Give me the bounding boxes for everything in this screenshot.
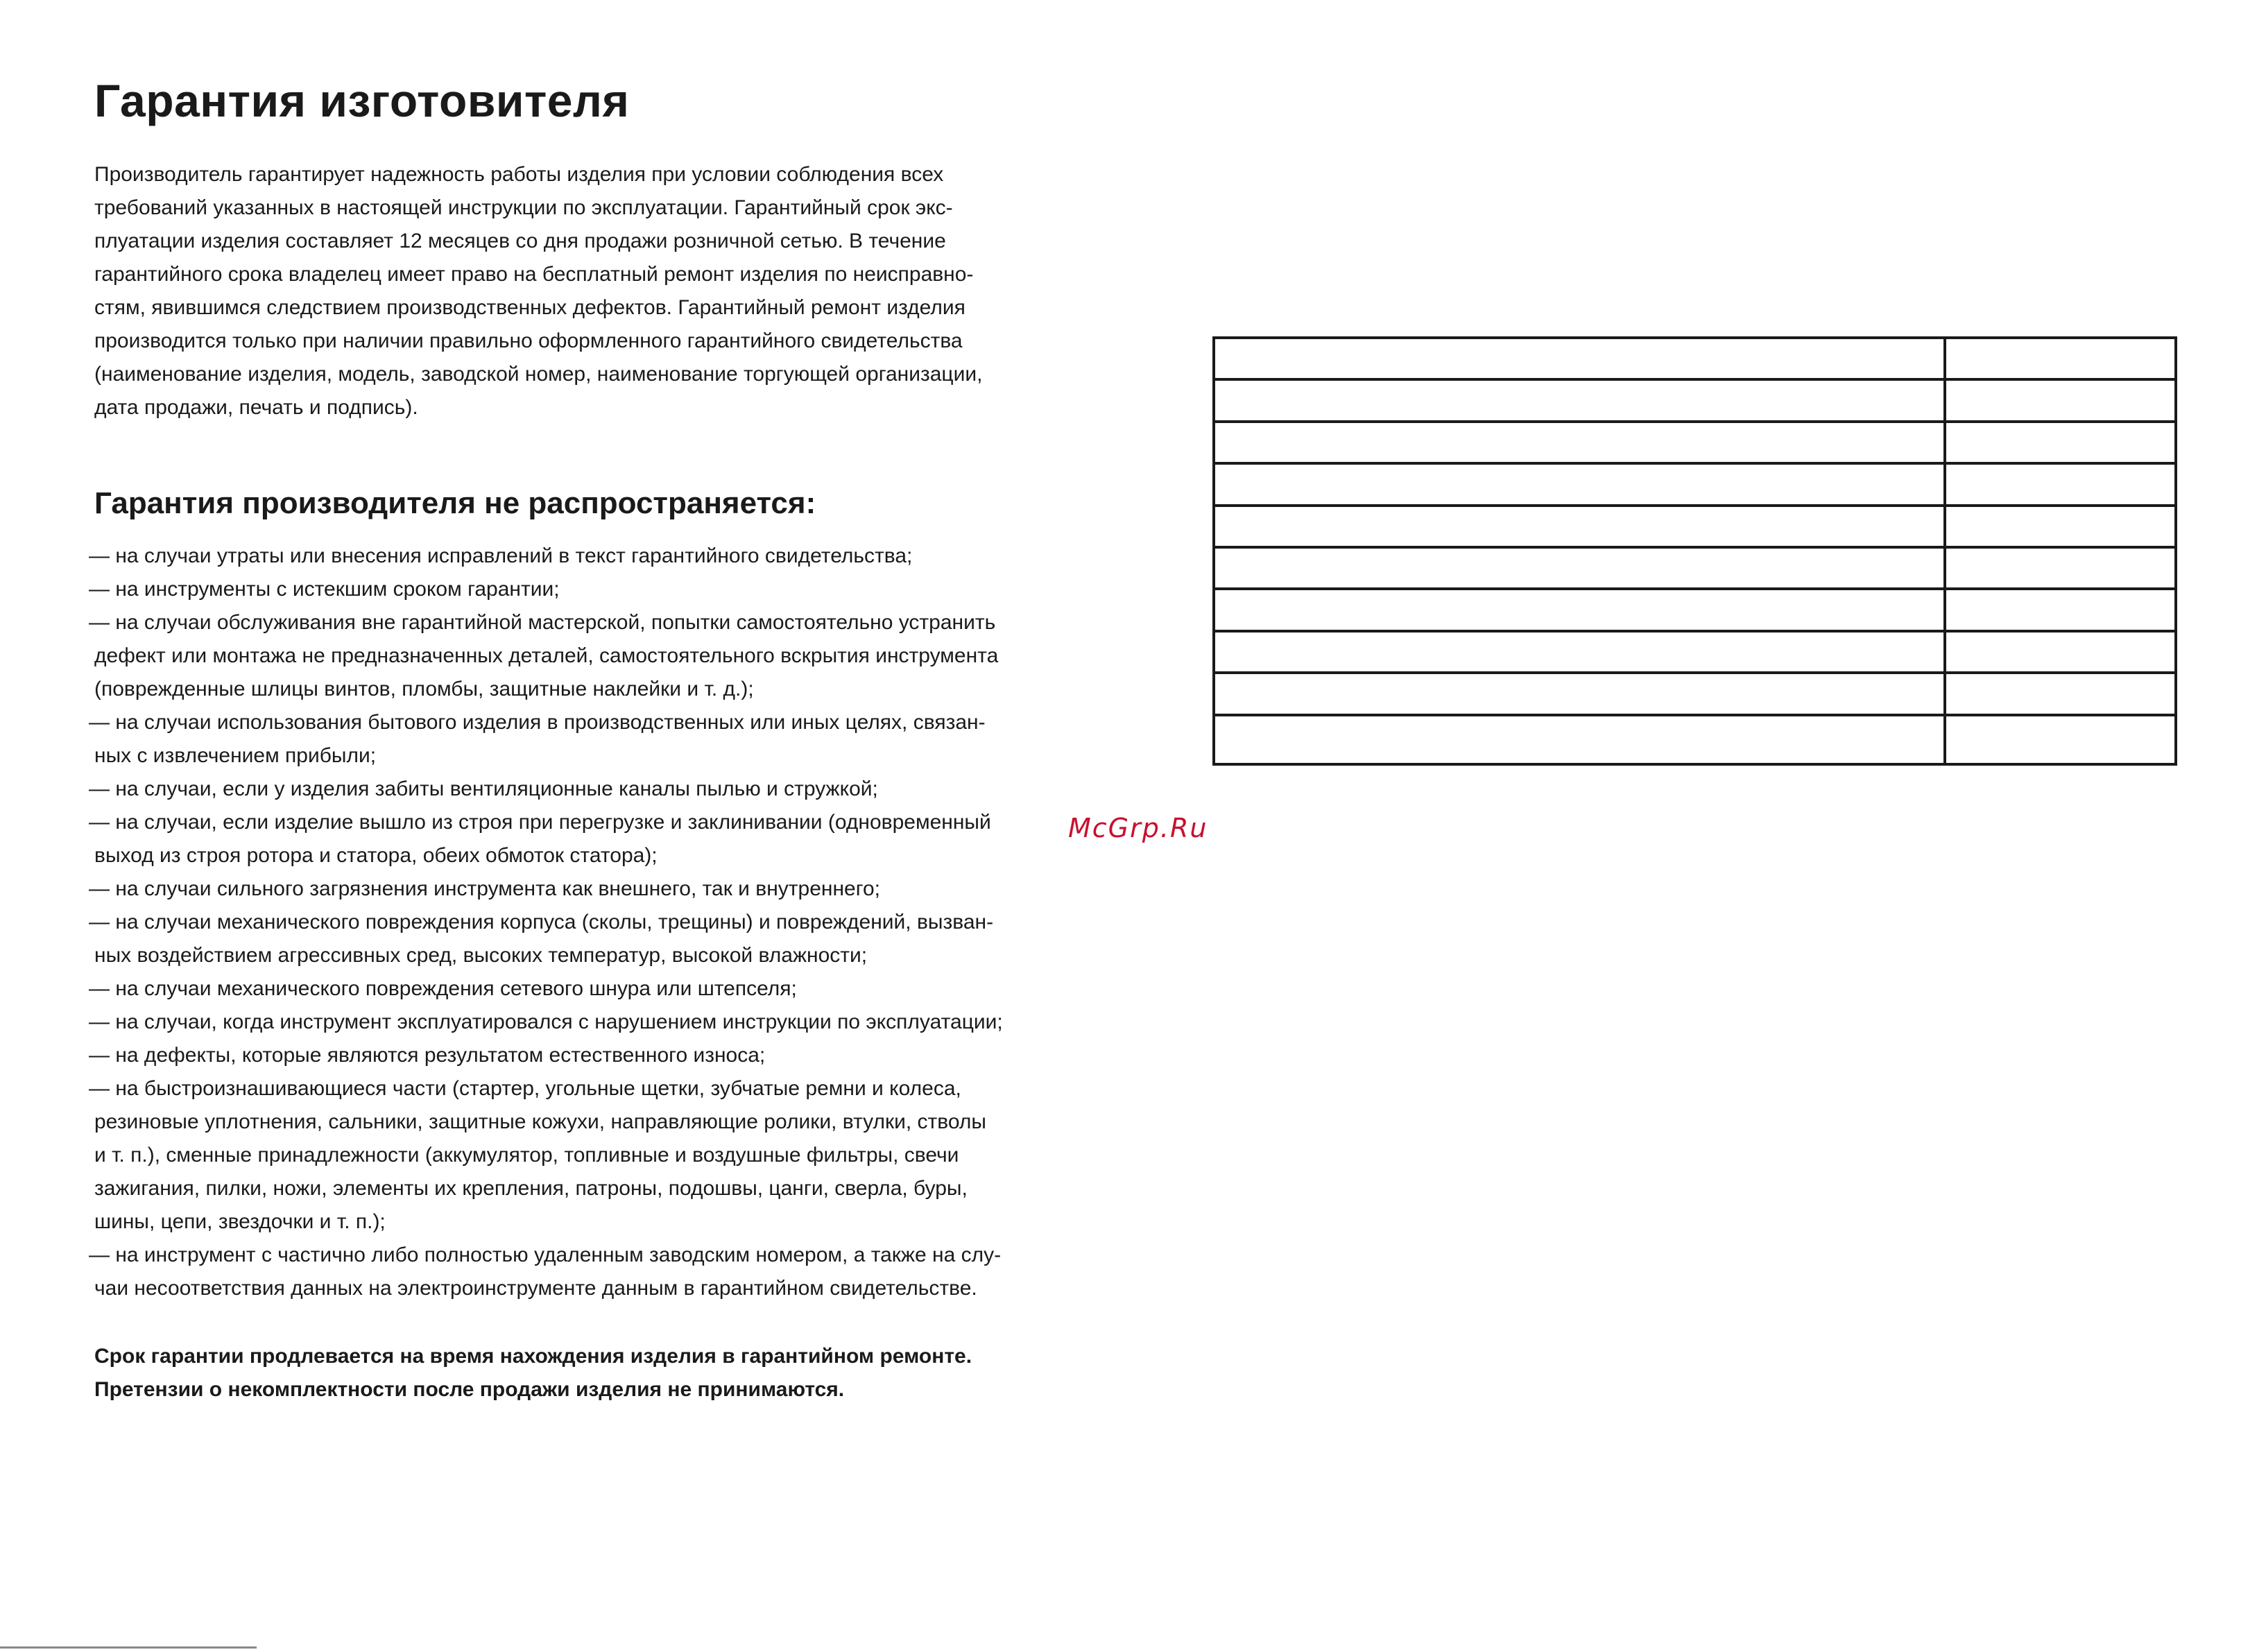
warranty-note <box>94 1340 972 1406</box>
table-cell[interactable] <box>1945 715 2176 764</box>
table-cell[interactable] <box>1214 631 1945 673</box>
table-row <box>1214 506 2176 547</box>
table-cell[interactable] <box>1214 589 1945 630</box>
table-cell[interactable] <box>1945 631 2176 673</box>
exclusion-line: — на случаи, если у изделия забиты вентиляционные каналы пылью и стружкой; <box>89 777 878 800</box>
exclusion-line: — на случаи, когда инструмент эксплуатировался с нарушением инструкции по эксплуатации; <box>89 1010 1003 1033</box>
table-cell[interactable] <box>1945 422 2176 463</box>
exclusion-line: — на дефекты, которые являются результатом естественного износа; <box>89 1044 766 1067</box>
exclusions-list <box>89 540 1074 1305</box>
exclusion-line: резиновые уплотнения, сальники, защитные кожухи, направляющие ролики, втулки, стволы <box>94 1110 986 1133</box>
exclusion-line: ных с извлечением прибыли; <box>94 744 377 767</box>
exclusion-line: — на инструмент с частично либо полностью удаленным заводским номером, а также на слу- <box>89 1244 1002 1266</box>
table-cell[interactable] <box>1214 673 1945 714</box>
exclusion-line: выход из строя ротора и статора, обеих обмоток статора); <box>94 844 658 867</box>
table-cell[interactable] <box>1945 379 2176 421</box>
table-cell[interactable] <box>1214 547 1945 589</box>
intro-line: производится только при наличии правильно оформленного гарантийного свидетельства <box>94 329 963 352</box>
exclusion-line: дефект или монтажа не предназначенных деталей, самостоятельного вскрытия инструмента <box>94 644 999 667</box>
table-row <box>1214 631 2176 673</box>
table-cell[interactable] <box>1945 338 2176 379</box>
table-cell[interactable] <box>1945 673 2176 714</box>
table-cell[interactable] <box>1214 379 1945 421</box>
table-row <box>1214 379 2176 421</box>
exclusions-heading: Гарантия производителя не распространяется: <box>94 486 816 520</box>
exclusion-line: — на случаи механического повреждения корпуса (сколы, трещины) и повреждений, вызван- <box>89 911 994 933</box>
page-title: Гарантия изготовителя <box>94 75 630 126</box>
table-row <box>1214 422 2176 463</box>
intro-line: Производитель гарантирует надежность работы изделия при условии соблюдения всех <box>94 163 944 186</box>
intro-line: требований указанных в настоящей инструкции по эксплуатации. Гарантийный срок экс- <box>94 196 953 219</box>
table-cell[interactable] <box>1214 715 1945 764</box>
table-cell[interactable] <box>1214 338 1945 379</box>
exclusion-line: — на случаи, если изделие вышло из строя при перегрузке и заклинивании (одновременный <box>89 811 991 834</box>
warranty-form-table <box>1212 336 2177 766</box>
watermark: McGrp.Ru <box>1068 813 1208 843</box>
table-row <box>1214 589 2176 630</box>
table-cell[interactable] <box>1945 589 2176 630</box>
exclusion-line: и т. п.), сменные принадлежности (аккумулятор, топливные и воздушные фильтры, свечи <box>94 1144 959 1167</box>
table-cell[interactable] <box>1214 463 1945 505</box>
table-row <box>1214 338 2176 379</box>
exclusion-line: (поврежденные шлицы винтов, пломбы, защитные наклейки и т. д.); <box>94 678 754 700</box>
exclusion-line: — на случаи механического повреждения сетевого шнура или штепселя; <box>89 977 797 1000</box>
table-row <box>1214 547 2176 589</box>
intro-line: (наименование изделия, модель, заводской номер, наименование торгующей организации, <box>94 363 983 386</box>
table-cell[interactable] <box>1945 506 2176 547</box>
exclusion-line: — на инструменты с истекшим сроком гарантии; <box>89 578 560 601</box>
exclusion-line: зажигания, пилки, ножи, элементы их крепления, патроны, подошвы, цанги, сверла, буры, <box>94 1177 968 1200</box>
exclusion-line: — на случаи сильного загрязнения инструмента как внешнего, так и внутреннего; <box>89 877 880 900</box>
table-cell[interactable] <box>1214 422 1945 463</box>
exclusion-line: — на случаи утраты или внесения исправлений в текст гарантийного свидетельства; <box>89 544 913 567</box>
table-row <box>1214 673 2176 714</box>
exclusion-line: чаи несоответствия данных на электроинструменте данным в гарантийном свидетельстве. <box>94 1277 977 1300</box>
warranty-note-line: Претензии о некомплектности после продажи изделия не принимаются. <box>94 1378 845 1401</box>
intro-line: стям, явившимся следствием производственных дефектов. Гарантийный ремонт изделия <box>94 296 965 319</box>
intro-line: гарантийного срока владелец имеет право на бесплатный ремонт изделия по неисправно- <box>94 263 974 286</box>
exclusion-line: ных воздействием агрессивных сред, высоких температур, высокой влажности; <box>94 944 868 967</box>
table-cell[interactable] <box>1945 547 2176 589</box>
warranty-note-line: Срок гарантии продлевается на время нахождения изделия в гарантийном ремонте. <box>94 1345 972 1368</box>
table-row <box>1214 715 2176 764</box>
table-cell[interactable] <box>1945 463 2176 505</box>
exclusion-line: шины, цепи, звездочки и т. п.); <box>94 1210 386 1233</box>
exclusion-line: — на случаи обслуживания вне гарантийной мастерской, попытки самостоятельно устранить <box>89 611 996 634</box>
intro-line: дата продажи, печать и подпись). <box>94 396 418 419</box>
exclusion-line: — на случаи использования бытового изделия в производственных или иных целях, связан- <box>89 711 986 734</box>
table-cell[interactable] <box>1214 506 1945 547</box>
footer-divider <box>0 1646 257 1649</box>
exclusion-line: — на быстроизнашивающиеся части (стартер, угольные щетки, зубчатые ремни и колеса, <box>89 1077 961 1100</box>
intro-paragraph <box>94 158 1065 424</box>
intro-line: плуатации изделия составляет 12 месяцев со дня продажи розничной сетью. В течение <box>94 230 946 252</box>
table-row <box>1214 463 2176 505</box>
